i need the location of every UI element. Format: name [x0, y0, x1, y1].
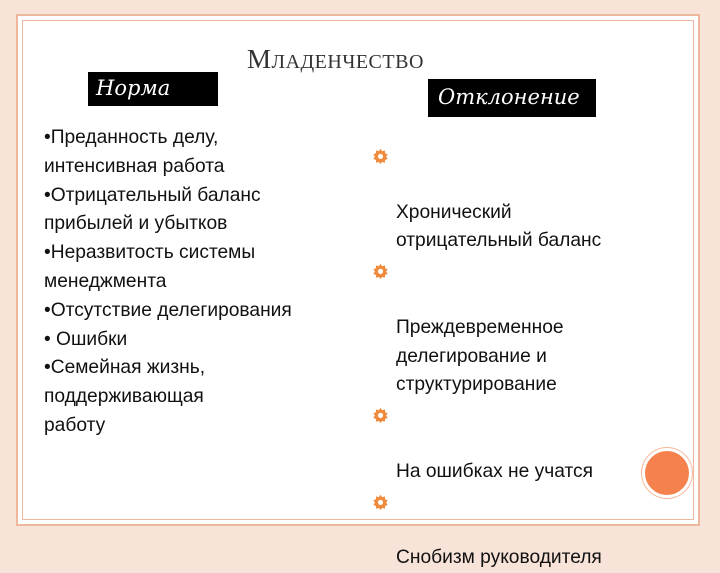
otklonenie-item-text: На ошибках не учатся — [396, 460, 594, 482]
norma-item: •Семейная жизнь, поддерживающая работу — [44, 357, 206, 436]
otklonenie-item — [372, 256, 672, 400]
otklonenie-list — [372, 141, 672, 573]
norma-item: •Преданность делу, интенсивная работа — [44, 127, 225, 177]
otklonenie-item — [372, 141, 672, 256]
gear-icon — [372, 148, 389, 164]
norma-item: •Отрицательный баланс прибылей и убытков — [44, 184, 261, 235]
norma-item: •Неразвитость системы менеджмента — [44, 242, 256, 292]
otklonenie-label: Отклонение — [428, 79, 596, 117]
decorative-circle — [642, 448, 692, 498]
norma-label: Норма — [88, 72, 218, 106]
otklonenie-item — [372, 487, 672, 573]
gear-icon — [372, 407, 389, 423]
norma-item: •Отсутствие делегирования — [44, 299, 292, 321]
gear-icon — [372, 494, 389, 510]
gear-icon — [372, 263, 389, 279]
title-first-letter: М — [247, 44, 272, 74]
norma-item: • Ошибки — [44, 328, 128, 350]
slide-title — [247, 44, 424, 75]
otklonenie-item-text: Хронический отрицательный баланс — [396, 201, 602, 252]
otklonenie-item-text: Снобизм руководителя — [396, 547, 602, 569]
title-rest: ЛАДЕНЧЕСТВО — [271, 51, 424, 73]
otklonenie-item-text: Преждевременное делегирование и структурирование — [396, 316, 564, 396]
otklonenie-item — [372, 400, 672, 486]
norma-list — [44, 124, 344, 441]
